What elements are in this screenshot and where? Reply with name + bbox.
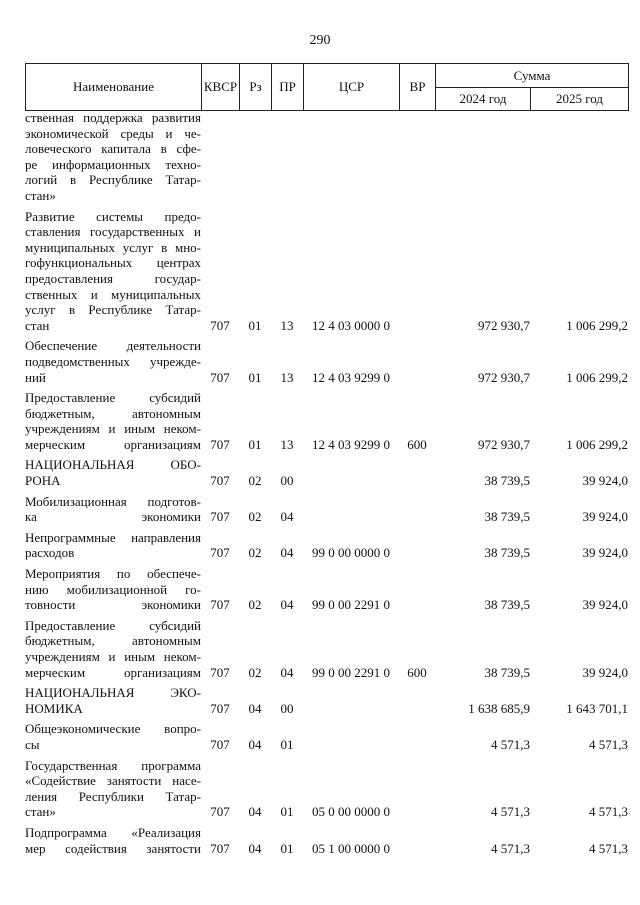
table-row	[25, 457, 628, 493]
row-y2025: 1 643 701,1	[566, 700, 628, 716]
row-name-line: логий в Республике Татар-	[25, 172, 201, 188]
row-name-line: предоставления государ-	[25, 270, 201, 286]
row-pr: 00	[280, 700, 294, 716]
row-pr: 00	[280, 473, 294, 489]
row-y2024: 972 930,7	[478, 317, 530, 333]
row-csr	[303, 110, 399, 209]
table-row	[25, 494, 628, 530]
row-name-line: товности экономики	[25, 597, 201, 613]
page-number: 290	[309, 33, 331, 48]
row-pr: 13	[280, 317, 294, 333]
row-csr	[303, 494, 399, 530]
row-y2025: 1 006 299,2	[566, 317, 628, 333]
row-rz: 02	[248, 664, 262, 680]
budget-table	[25, 110, 628, 861]
row-y2024	[435, 110, 530, 209]
row-name-line: Обеспечение деятельности	[25, 338, 201, 354]
row-kvsr: 707	[210, 664, 230, 680]
row-name-line: «Содействие занятости насе-	[25, 773, 201, 789]
row-name-line: услуг в Республике Татар-	[25, 302, 201, 318]
table-row	[25, 110, 628, 209]
table-row	[25, 530, 628, 566]
row-name-line: Непрограммные направления	[25, 529, 201, 545]
table-row	[25, 390, 628, 457]
row-pr: 04	[280, 509, 294, 525]
row-name-line: экономической среды и че-	[25, 125, 201, 141]
row-csr: 99 0 00 0000 0	[312, 545, 390, 561]
row-pr: 13	[280, 436, 294, 452]
table-row	[25, 721, 628, 757]
row-y2024: 38 739,5	[484, 664, 530, 680]
row-rz: 01	[248, 436, 262, 452]
table-header	[25, 63, 629, 111]
row-y2025: 4 571,3	[589, 840, 628, 856]
row-name-line: сы	[25, 736, 40, 752]
row-y2024: 38 739,5	[484, 509, 530, 525]
header-sum: Сумма	[436, 64, 629, 88]
row-name	[25, 390, 201, 457]
row-y2024: 1 638 685,9	[468, 700, 530, 716]
row-y2024: 4 571,3	[491, 804, 530, 820]
header-vr: ВР	[400, 64, 436, 111]
row-name-line: мер содействия занятости	[25, 840, 201, 856]
row-kvsr: 707	[210, 597, 230, 613]
row-y2025: 4 571,3	[589, 804, 628, 820]
row-name-line: ставления государственных и	[25, 224, 201, 240]
row-name-line: ка экономики	[25, 509, 201, 525]
row-vr	[399, 566, 435, 618]
row-name-line: муниципальных услуг в мно-	[25, 239, 201, 255]
row-y2024: 38 739,5	[484, 545, 530, 561]
header-kvsr: КВСР	[202, 64, 240, 111]
row-name-line: расходов	[25, 545, 75, 561]
row-kvsr: 707	[210, 545, 230, 561]
row-name-line: ловеческого капитала в сфе-	[25, 141, 201, 157]
row-vr: 600	[407, 436, 427, 452]
row-name	[25, 825, 201, 861]
row-vr	[399, 758, 435, 825]
row-y2025: 1 006 299,2	[566, 369, 628, 385]
row-csr: 12 4 03 9299 0	[312, 369, 390, 385]
row-pr: 04	[280, 545, 294, 561]
row-rz: 02	[248, 509, 262, 525]
row-name-line: Предоставление субсидий	[25, 617, 201, 633]
table-row	[25, 685, 628, 721]
row-name-line: учреждениям и иным неком-	[25, 649, 201, 664]
row-rz: 04	[248, 804, 262, 820]
row-name	[25, 209, 201, 339]
header-year-2025: 2025 год	[531, 88, 629, 111]
row-name	[25, 685, 201, 721]
row-name-line: Мобилизационная подготов-	[25, 493, 201, 509]
row-name	[25, 618, 201, 685]
row-csr: 12 4 03 9299 0	[312, 436, 390, 452]
row-rz: 01	[248, 317, 262, 333]
row-pr	[271, 110, 303, 209]
row-name-line: нию мобилизационной го-	[25, 581, 201, 597]
row-y2025: 39 924,0	[582, 509, 628, 525]
row-y2024: 4 571,3	[491, 840, 530, 856]
row-name-line: ственных и муниципальных	[25, 286, 201, 302]
row-vr	[399, 721, 435, 757]
row-name-line: Развитие системы предо-	[25, 208, 201, 224]
row-vr: 600	[407, 664, 427, 680]
row-kvsr: 707	[210, 804, 230, 820]
table-row	[25, 758, 628, 825]
row-name	[25, 338, 201, 390]
row-kvsr: 707	[210, 736, 230, 752]
row-kvsr: 707	[210, 436, 230, 452]
row-name-line: Мероприятия по обеспече-	[25, 566, 201, 582]
header-rz: Рз	[240, 64, 272, 111]
row-name	[25, 494, 201, 530]
row-y2025: 39 924,0	[582, 664, 628, 680]
row-name-line: бюджетным, автономным	[25, 405, 201, 421]
row-pr: 01	[280, 804, 294, 820]
row-name-line: ний	[25, 369, 46, 385]
row-y2024: 38 739,5	[484, 597, 530, 613]
row-y2025	[530, 110, 628, 209]
row-name-line: гофункциональных центрах	[25, 255, 201, 271]
header-csr: ЦСР	[304, 64, 400, 111]
row-name-line: Подпрограмма «Реализация	[25, 824, 201, 840]
row-y2025: 39 924,0	[582, 545, 628, 561]
row-vr	[399, 457, 435, 493]
row-kvsr: 707	[210, 369, 230, 385]
table-row	[25, 825, 628, 861]
row-pr: 01	[280, 736, 294, 752]
row-pr: 01	[280, 840, 294, 856]
row-kvsr: 707	[210, 840, 230, 856]
row-rz: 02	[248, 597, 262, 613]
row-rz: 02	[248, 473, 262, 489]
row-rz: 04	[248, 736, 262, 752]
row-vr	[399, 110, 435, 209]
row-name	[25, 721, 201, 757]
row-vr	[399, 530, 435, 566]
row-name-line: НОМИКА	[25, 700, 83, 716]
table-row	[25, 338, 628, 390]
table-row	[25, 209, 628, 339]
row-name	[25, 457, 201, 493]
row-y2025: 39 924,0	[582, 473, 628, 489]
row-name-line: РОНА	[25, 473, 61, 489]
row-kvsr	[201, 110, 239, 209]
row-y2025: 4 571,3	[589, 736, 628, 752]
row-name-line: Государственная программа	[25, 757, 201, 773]
row-y2024: 972 930,7	[478, 436, 530, 452]
row-name-line: стан»	[25, 187, 56, 203]
row-name-line: стан»	[25, 804, 56, 820]
row-name-line: мерческим организациям	[25, 436, 201, 452]
row-csr	[303, 685, 399, 721]
row-kvsr: 707	[210, 700, 230, 716]
row-name	[25, 758, 201, 825]
row-name-line: ственная поддержка развития	[25, 110, 201, 125]
row-name-line: Предоставление субсидий	[25, 390, 201, 406]
row-vr	[399, 494, 435, 530]
row-csr	[303, 457, 399, 493]
row-name-line: подведомственных учрежде-	[25, 353, 201, 369]
row-pr: 04	[280, 664, 294, 680]
table-row	[25, 618, 628, 685]
row-rz: 04	[248, 840, 262, 856]
row-csr: 05 1 00 0000 0	[312, 840, 390, 856]
row-name-line: учреждениям и иным неком-	[25, 421, 201, 437]
row-name-line: Общеэкономические вопро-	[25, 721, 201, 737]
row-name-line: ления Республики Татар-	[25, 788, 201, 804]
header-pr: ПР	[272, 64, 304, 111]
row-pr: 04	[280, 597, 294, 613]
row-name-line: мерческим организациям	[25, 664, 201, 680]
row-name-line: стан	[25, 317, 50, 333]
header-name: Наименование	[26, 64, 202, 111]
row-name	[25, 530, 201, 566]
row-name	[25, 566, 201, 618]
row-rz: 04	[248, 700, 262, 716]
row-name-line: ре информационных техно-	[25, 156, 201, 172]
row-kvsr: 707	[210, 509, 230, 525]
row-y2024: 4 571,3	[491, 736, 530, 752]
row-vr	[399, 209, 435, 339]
row-rz	[239, 110, 271, 209]
row-name-line: бюджетным, автономным	[25, 633, 201, 649]
row-name	[25, 110, 201, 209]
row-rz: 02	[248, 545, 262, 561]
row-kvsr: 707	[210, 473, 230, 489]
row-y2024: 38 739,5	[484, 473, 530, 489]
row-y2025: 39 924,0	[582, 597, 628, 613]
row-pr: 13	[280, 369, 294, 385]
row-rz: 01	[248, 369, 262, 385]
row-vr	[399, 685, 435, 721]
row-y2025: 1 006 299,2	[566, 436, 628, 452]
row-csr: 05 0 00 0000 0	[312, 804, 390, 820]
row-csr: 99 0 00 2291 0	[312, 664, 390, 680]
header-year-2024: 2024 год	[436, 88, 531, 111]
row-name-line: НАЦИОНАЛЬНАЯ ЭКО-	[25, 685, 201, 701]
row-vr	[399, 825, 435, 861]
row-csr	[303, 721, 399, 757]
row-y2024: 972 930,7	[478, 369, 530, 385]
row-name-line: НАЦИОНАЛЬНАЯ ОБО-	[25, 457, 201, 473]
row-vr	[399, 338, 435, 390]
row-csr: 99 0 00 2291 0	[312, 597, 390, 613]
row-csr: 12 4 03 0000 0	[312, 317, 390, 333]
row-kvsr: 707	[210, 317, 230, 333]
table-row	[25, 566, 628, 618]
